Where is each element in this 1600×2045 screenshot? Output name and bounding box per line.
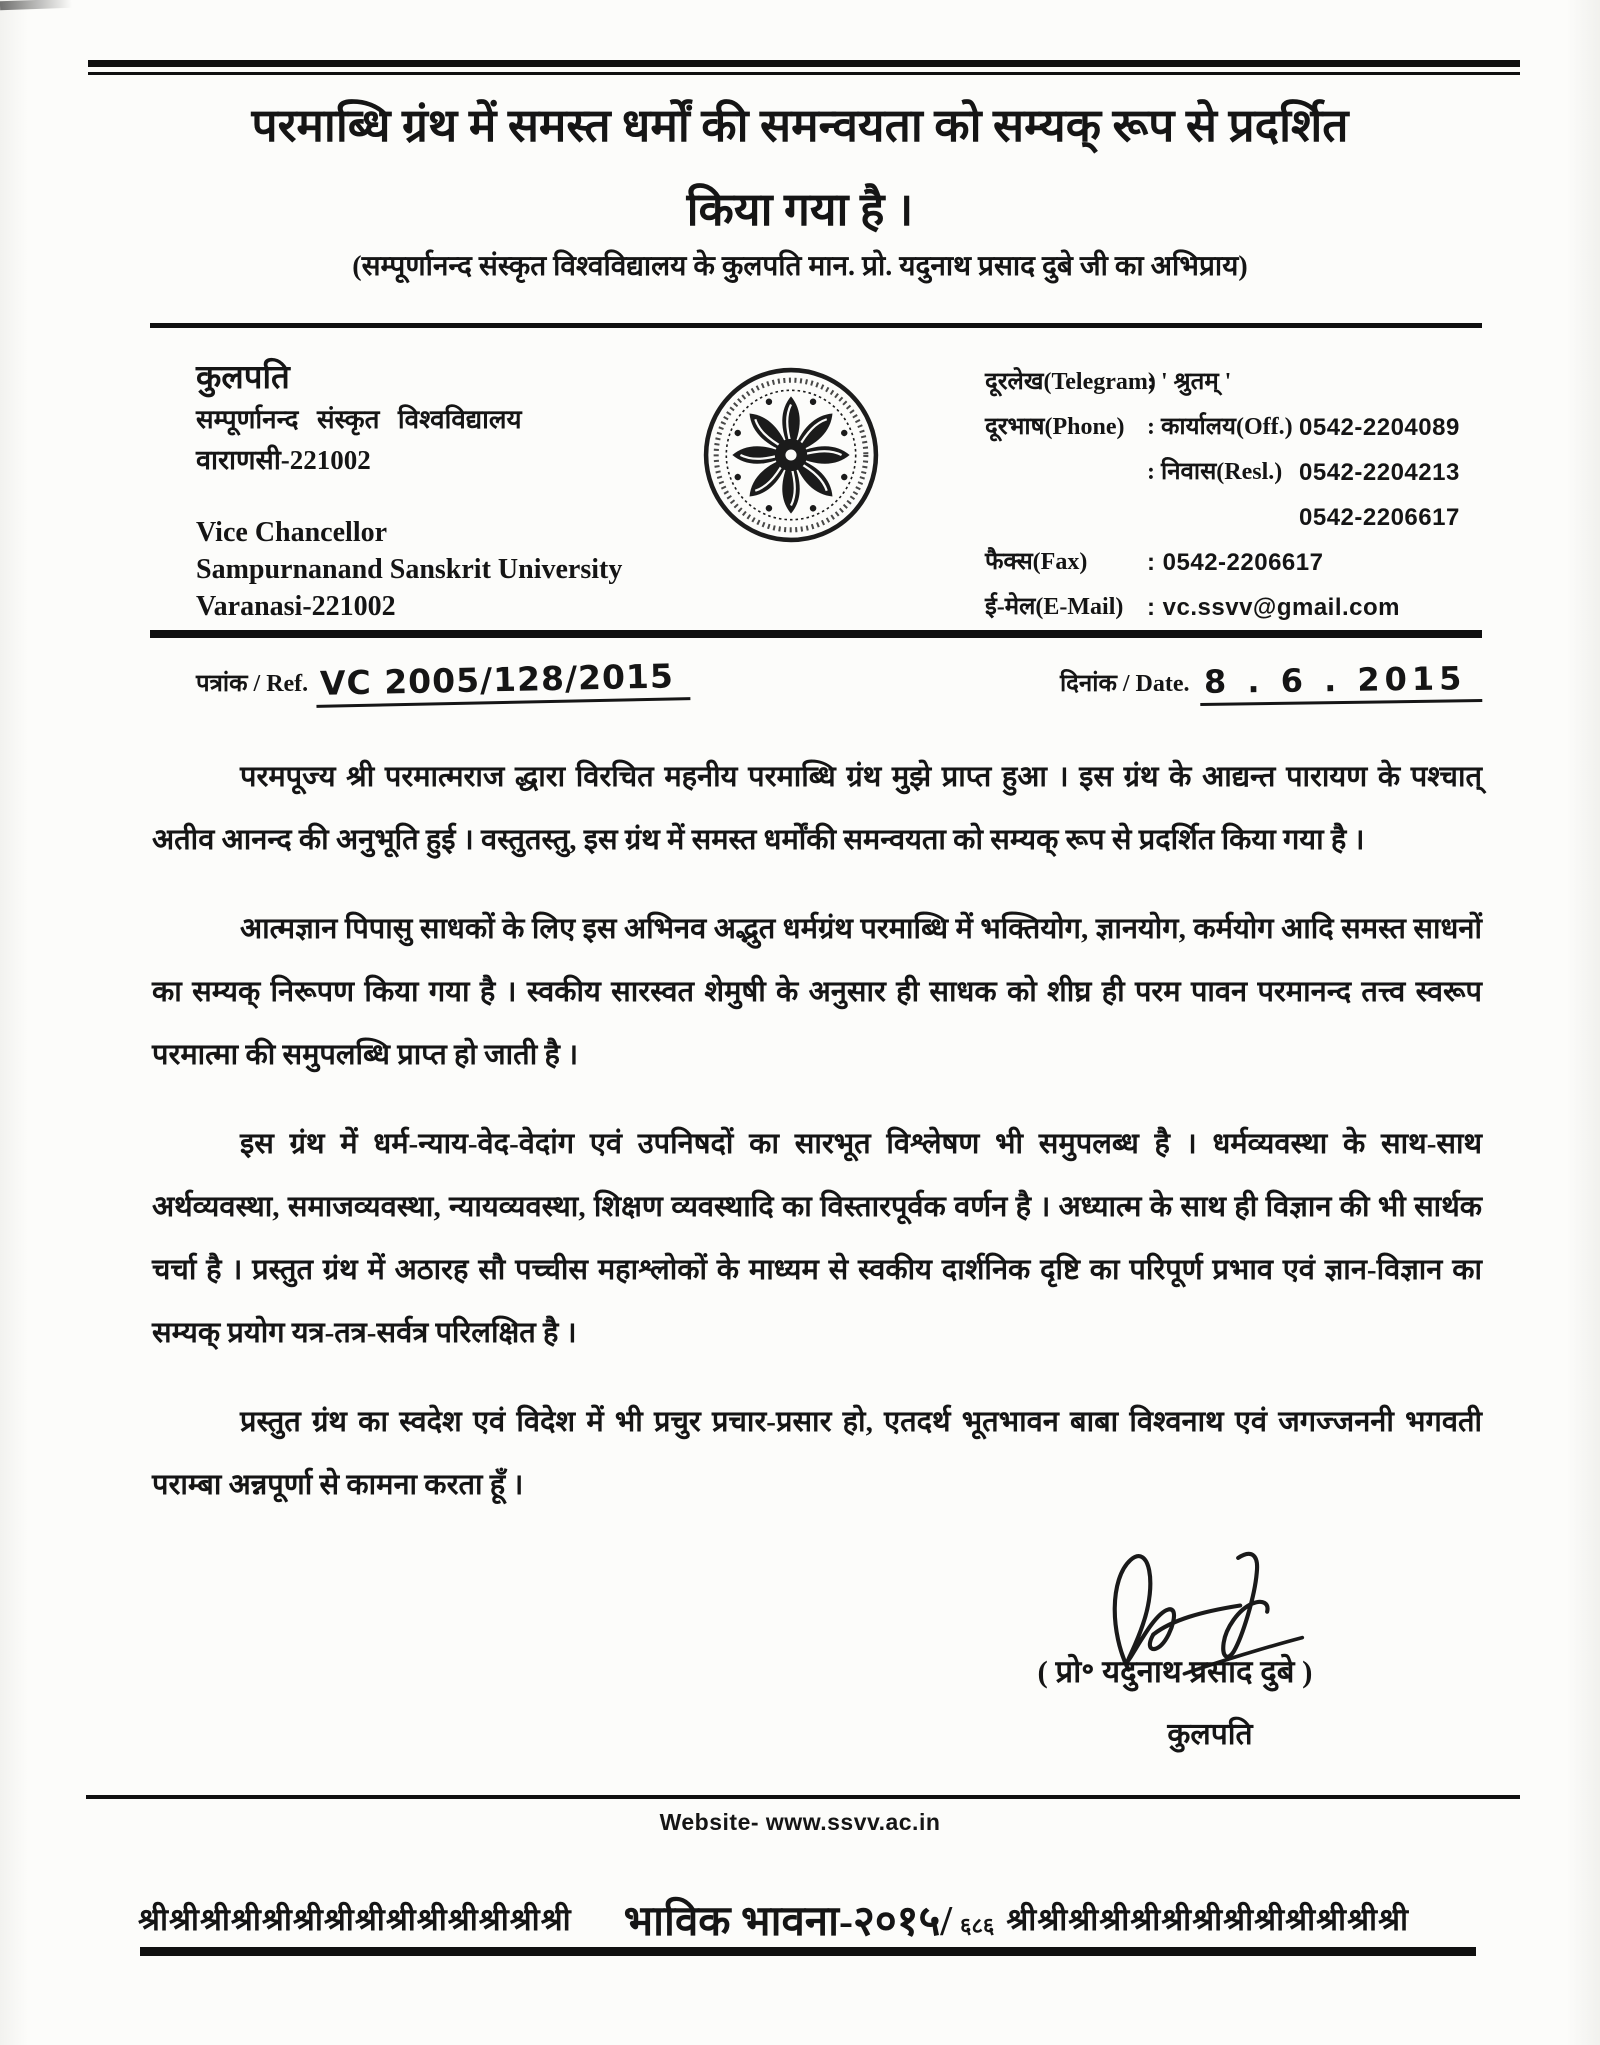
contact-row-fax <box>985 540 1480 585</box>
contact-row-email <box>985 585 1480 630</box>
university-seal <box>700 364 882 546</box>
document-subtitle: (सम्पूर्णानन्द संस्कृत विश्वविद्यालय के कुलपति मान. प्रो. यदुनाथ प्रसाद दुबे जी का अभिप्राय) <box>352 251 1248 282</box>
body-paragraph-4: प्रस्तुत ग्रंथ का स्वदेश एवं विदेश में भी प्रचुर प्रचार-प्रसार हो, एतदर्थ भूतभावन बाबा विश्वनाथ एवं जगज्जननी भगवती पराम्बा अन्नपूर्णा से कामना करता हूँ । <box>152 1406 1482 1501</box>
letterhead-contact <box>985 360 1480 630</box>
top-rule-thin <box>88 72 1520 75</box>
website-text: Website- www.ssvv.ac.in <box>659 1809 941 1835</box>
document-title <box>95 84 1505 252</box>
contact-row-telegram <box>985 360 1480 405</box>
band-title: भाविक भावना-२०१५/ <box>623 1899 953 1945</box>
band-pattern-left: श्रीश्रीश्रीश्रीश्रीश्रीश्रीश्रीश्रीश्रीश्रीश्रीश्रीश्री <box>138 1901 572 1937</box>
phone-office-number: 0542-2204089 <box>1299 414 1460 441</box>
signatory-designation: कुलपति <box>1167 1718 1253 1751</box>
top-rule-thick <box>88 60 1520 67</box>
band-rule <box>140 1947 1476 1956</box>
vc-title-hindi: कुलपति <box>196 360 290 396</box>
telegram-label: दूरलेख(Telegram) <box>985 369 1156 395</box>
ref-label: पत्रांक / Ref. <box>196 671 309 697</box>
university-seal-icon <box>700 364 882 546</box>
ref-date-row <box>196 656 1482 704</box>
vc-title-english: Vice Chancellor <box>196 517 388 548</box>
band-number: ६८६ <box>960 1912 995 1938</box>
letterhead-left <box>196 356 622 625</box>
footer-rule <box>86 1795 1520 1799</box>
email-value: : vc.ssvv@gmail.com <box>1147 594 1401 621</box>
letter-body <box>152 746 1482 1543</box>
fax-label: फैक्स(Fax) <box>985 549 1088 575</box>
scan-smudge <box>0 0 72 10</box>
divider-under-subtitle <box>150 323 1482 328</box>
phone-residence-label: : निवास(Resl.) <box>1147 459 1283 485</box>
divider-under-letterhead <box>150 630 1482 638</box>
email-label: ई-मेल(E-Mail) <box>985 594 1124 620</box>
signatory-name: ( प्रो॰ यदुनाथ प्रसाद दुबे ) <box>1037 1654 1313 1689</box>
band-pattern-right: श्रीश्रीश्रीश्रीश्रीश्रीश्रीश्रीश्रीश्रीश्रीश्रीश्री <box>1006 1901 1410 1937</box>
university-name-english: Sampurnanand Sanskrit University <box>196 554 623 585</box>
contact-row-phone-office <box>985 405 1480 450</box>
body-paragraph-2: आत्मज्ञान पिपासु साधकों के लिए इस अभिनव अद्भुत धर्मग्रंथ परमाब्धि में भक्तियोग, ज्ञानयोग, कर्मयोग आदि समस्त साधनों का सम्यक् निरूपण किया गया है । स्वकीय सारस्वत शेमुषी के अनुसार ही साधक को शीघ्र ही परम पावन परमानन्द तत्त्व स्वरूप परमात्मा की समुपलब्धि प्राप्त हो जाती है । <box>152 913 1482 1071</box>
fax-number: : 0542-2206617 <box>1147 549 1324 576</box>
contact-row-phone-extra <box>985 495 1480 540</box>
university-name-hindi: सम्पूर्णानन्द संस्कृत विश्वविद्यालय <box>196 405 522 434</box>
telegram-value: : ' श्रुतम् ' <box>1147 369 1232 395</box>
body-paragraph-3: इस ग्रंथ में धर्म-न्याय-वेद-वेदांग एवं उपनिषदों का सारभूत विश्लेषण भी समुपलब्ध है । धर्मव्यवस्था के साथ-साथ अर्थव्यवस्था, समाजव्यवस्था, न्यायव्यवस्था, शिक्षण व्यवस्थादि का विस्तारपूर्वक वर्णन है । अध्यात्म के साथ ही विज्ञान की भी सार्थक चर्चा है । प्रस्तुत ग्रंथ में अठारह सौ पच्चीस महाश्लोकों के माध्यम से स्वकीय दार्शनिक दृष्टि का परिपूर्ण प्रभाव एवं ज्ञान-विज्ञान का सम्यक् प्रयोग यत्र-तत्र-सर्वत्र परिलक्षित है । <box>152 1128 1482 1349</box>
title-line-2: किया गया है । <box>686 184 914 235</box>
bottom-band <box>138 1891 1478 1948</box>
city-hindi: वाराणसी-221002 <box>196 445 371 475</box>
ref-number-handwritten: VC 2005/128/2015 <box>316 656 691 708</box>
date-handwritten: 8 . 6 . 2015 <box>1199 659 1482 706</box>
body-paragraph-1: परमपूज्य श्री परमात्मराज द्धारा विरचित महनीय परमाब्धि ग्रंथ मुझे प्राप्त हुआ । इस ग्रंथ के आद्यन्त पारायण के पश्चात् अतीव आनन्द की अनुभूति हुई । वस्तुतस्तु, इस ग्रंथ में समस्त धर्मोंकी समन्वयता को सम्यक् रूप से प्रदर्शित किया गया है । <box>152 761 1482 856</box>
title-line-1: परमाब्धि ग्रंथ में समस्त धर्मों की समन्वयता को सम्यक् रूप से प्रदर्शित <box>251 100 1349 151</box>
city-english: Varanasi-221002 <box>196 591 396 622</box>
phone-residence-number: 0542-2204213 <box>1299 459 1460 486</box>
phone-label: दूरभाष(Phone) <box>985 414 1125 440</box>
phone-office-label: : कार्यालय(Off.) <box>1147 414 1293 440</box>
phone-extra-number: 0542-2206617 <box>1299 504 1460 531</box>
date-label: दिनांक / Date. <box>1059 671 1190 697</box>
contact-row-phone-residence <box>985 450 1480 495</box>
